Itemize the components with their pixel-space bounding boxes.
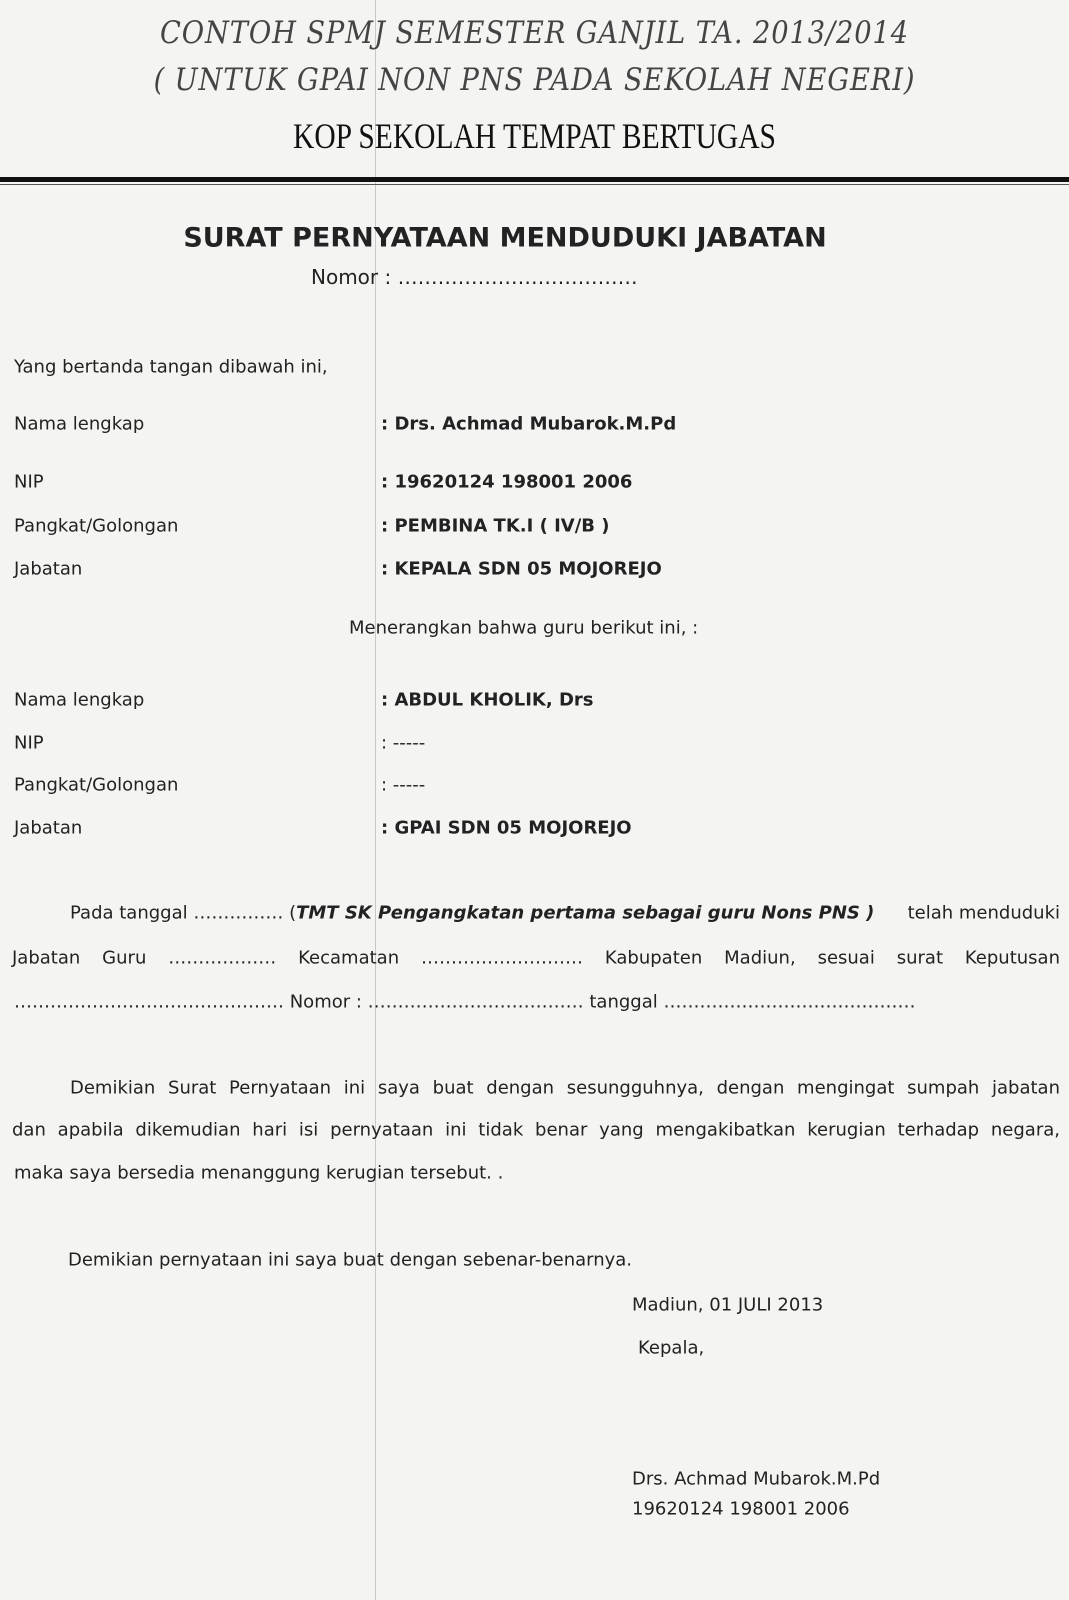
letterhead-rule-thin — [0, 184, 1069, 185]
closing-statement: Demikian pernyataan ini saya buat dengan sebenar-benarnya. — [68, 1249, 633, 1271]
signer-name-value: : Drs. Achmad Mubarok.M.Pd — [381, 413, 677, 435]
teacher-nip-label: NIP — [14, 732, 44, 754]
menerangkan-text: Menerangkan bahwa guru berikut ini, : — [349, 617, 699, 639]
teacher-position-value: : GPAI SDN 05 MOJOREJO — [381, 817, 632, 839]
paragraph-1-line-2: Jabatan Guru ……………… Kecamatan ……………………… Kabupaten Madiun, sesuai surat Keputusan — [12, 947, 1060, 969]
header-line-2: ( UNTUK GPAI NON PNS PADA SEKOLAH NEGERI) — [153, 62, 916, 98]
intro-text: Yang bertanda tangan dibawah ini, — [14, 356, 328, 378]
teacher-rank-label: Pangkat/Golongan — [14, 774, 179, 796]
signer-position-label: Jabatan — [14, 558, 83, 580]
signer-position-value: : KEPALA SDN 05 MOJOREJO — [381, 558, 662, 580]
signer-rank-label: Pangkat/Golongan — [14, 515, 179, 537]
signature-nip: 19620124 198001 2006 — [632, 1498, 850, 1520]
signature-place-date: Madiun, 01 JULI 2013 — [632, 1294, 824, 1316]
teacher-name-label: Nama lengkap — [14, 689, 145, 711]
para1-tmt-note: TMT SK Pengangkatan pertama sebagai guru Nons PNS ) — [296, 902, 875, 924]
paragraph-1-line-1 — [70, 903, 1060, 924]
signature-name: Drs. Achmad Mubarok.M.Pd — [632, 1468, 881, 1490]
document-title: SURAT PERNYATAAN MENDUDUKI JABATAN — [183, 222, 827, 254]
para1-end: telah menduduki — [907, 902, 1060, 924]
paragraph-1-line-3: ……………………………………… Nomor : ……………………………… tanggal …………………………………… — [14, 991, 916, 1013]
letterhead-placeholder: KOP SEKOLAH TEMPAT BERTUGAS — [293, 116, 776, 156]
teacher-position-label: Jabatan — [14, 817, 83, 839]
signer-nip-label: NIP — [14, 471, 44, 493]
signer-name-label: Nama lengkap — [14, 413, 145, 435]
signer-rank-value: : PEMBINA TK.I ( IV/B ) — [381, 515, 610, 537]
para1-start: Pada tanggal …………… ( — [70, 902, 297, 924]
teacher-rank-value: : ----- — [381, 774, 426, 796]
letterhead-rule — [0, 177, 1069, 182]
paragraph-2-line-1: Demikian Surat Pernyataan ini saya buat dengan sesungguhnya, dengan mengingat sumpah jabatan — [70, 1077, 1060, 1099]
teacher-name-value: : ABDUL KHOLIK, Drs — [381, 689, 594, 711]
teacher-nip-value: : ----- — [381, 732, 426, 754]
paragraph-2-line-2: dan apabila dikemudian hari isi pernyataan ini tidak benar yang mengakibatkan kerugian terhadap negara, — [12, 1119, 1060, 1141]
signature-role: Kepala, — [638, 1337, 705, 1359]
signer-nip-value: : 19620124 198001 2006 — [381, 471, 633, 493]
document-number: Nomor : ……………………………… — [311, 265, 638, 289]
paragraph-2-line-3: maka saya bersedia menanggung kerugian tersebut. . — [14, 1162, 504, 1184]
header-line-1: CONTOH SPMJ SEMESTER GANJIL TA. 2013/2014 — [160, 15, 909, 51]
